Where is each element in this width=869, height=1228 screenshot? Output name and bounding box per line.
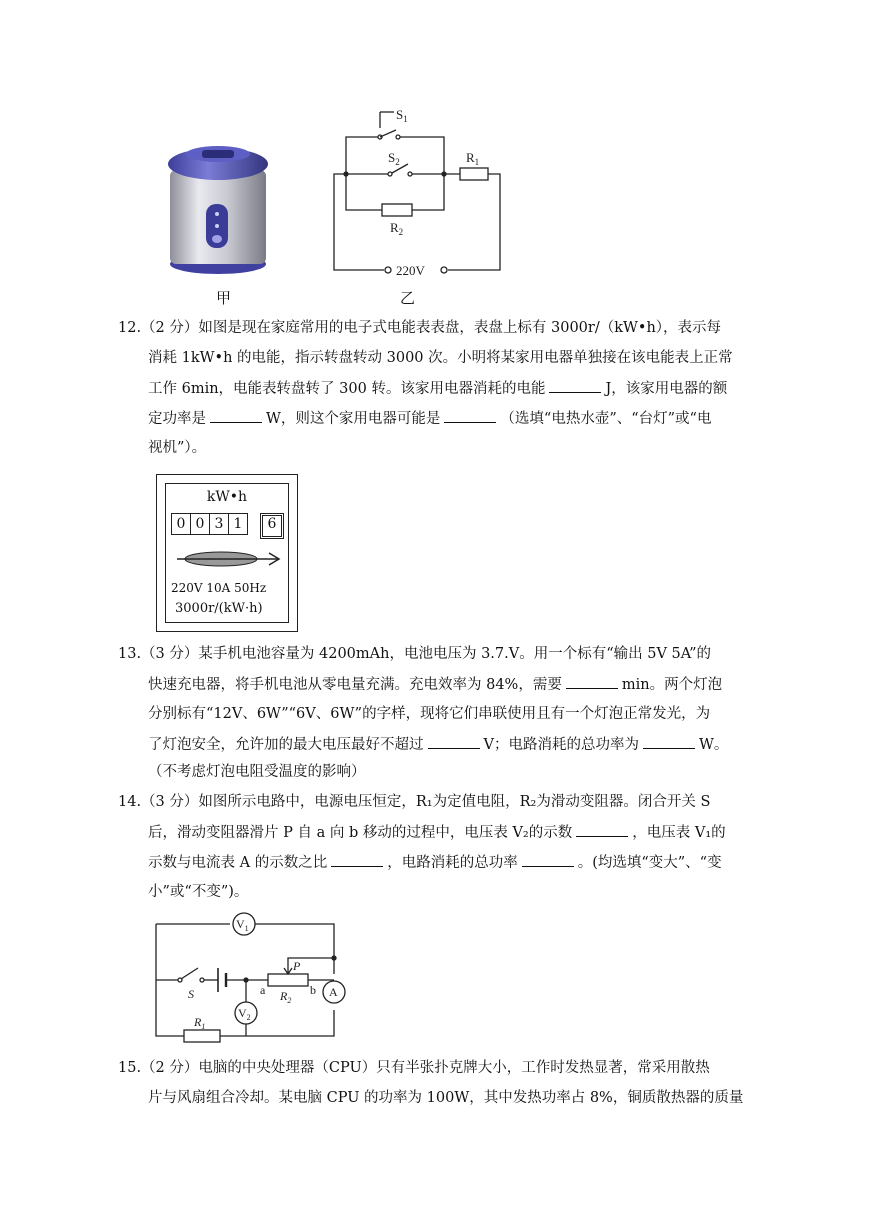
v1-label: $V_1$ (236, 917, 249, 933)
q15-line2: 片与风扇组合冷却。某电脑 CPU 的功率为 100W，其中发热功率占 8%，铜质散热器的质量 (148, 1090, 744, 1106)
q12-line1: 12.（2 分）如图是现在家庭常用的电子式电能表表盘，表盘上标有 3000r/（kW•h），表示每 (118, 320, 722, 336)
q14-line4: 小”或“不变”)。 (148, 884, 249, 900)
voltage-label: 220V (396, 263, 425, 278)
rice-cooker-image (158, 140, 278, 280)
switch-label: S (188, 987, 194, 1001)
q14-line2: 后，滑动变阻器滑片 P 自 a 向 b 移动的过程中，电压表 V₂的示数 ，电压表 V₁的 (148, 822, 726, 843)
q13-line5: （不考虑灯泡电阻受温度的影响） (148, 764, 366, 780)
r2-label: $R_2$ (390, 220, 404, 237)
q13-blank-time[interactable] (566, 674, 618, 689)
ammeter-label: A (329, 985, 338, 999)
s1-label: $S_1$ (396, 107, 408, 124)
energy-meter-figure (156, 474, 298, 632)
q12-blank-energy[interactable] (549, 378, 601, 393)
q14-circuit-svg (150, 912, 360, 1046)
q14-line3: 示数与电流表 A 的示数之比 ，电路消耗的总功率 。(均选填“变大”、“变 (148, 852, 722, 873)
meter-disc-arrow (175, 547, 283, 571)
q13-blank-voltage[interactable] (428, 734, 480, 749)
meter-digit: 3 (210, 513, 229, 535)
q13-line1: 13.（3 分）某手机电池容量为 4200mAh，电池电压为 3.7.V。用一个标有“输出 5V 5A”的 (118, 646, 712, 662)
q14-blank-ratio[interactable] (331, 852, 383, 867)
q12-line3: 工作 6min，电能表转盘转了 300 转。该家用电器消耗的电能 J，该家用电器的额 (148, 378, 727, 399)
meter-digit: 0 (171, 513, 191, 535)
end-b-label: b (310, 983, 316, 997)
q13-line4: 了灯泡安全，允许加的最大电压最好不超过 V；电路消耗的总功率为 W。 (148, 734, 728, 755)
q12-blank-power[interactable] (210, 408, 262, 423)
end-a-label: a (260, 983, 266, 997)
v2-label: $V_2$ (238, 1006, 251, 1022)
r1-label: $R_1$ (466, 150, 480, 167)
q12-line2: 消耗 1kW•h 的电能，指示转盘转动 3000 次。小明将某家用电器单独接在该电能表上正常 (148, 350, 733, 366)
q13-line3: 分别标有“12V、6W”“6V、6W”的字样，现将它们串联使用且有一个灯泡正常发光，为 (148, 706, 711, 722)
q12-line5: 视机”）。 (148, 440, 207, 456)
s2-label: $S_2$ (388, 150, 400, 167)
meter-digit-decimal: 6 (260, 513, 284, 539)
q13-line2: 快速充电器，将手机电池从零电量充满。充电效率为 84%，需要 min。两个灯泡 (148, 674, 722, 695)
figure-label-jia: 甲 (216, 289, 232, 307)
q12-line4: 定功率是 W，则这个家用电器可能是 （选填“电热水壶”、“台灯”或“电 (148, 408, 711, 429)
heating-circuit-svg (326, 104, 510, 284)
q14-blank-total-power[interactable] (522, 852, 574, 867)
figure-label-yi: 乙 (400, 289, 416, 307)
meter-digit: 1 (229, 513, 248, 535)
r2-label: $R_2$ (280, 989, 292, 1005)
q12-blank-appliance[interactable] (444, 408, 496, 423)
slider-label: P (293, 959, 301, 973)
circuit-diagram-yi (326, 104, 510, 284)
meter-spec: 220V 10A 50Hz (171, 581, 267, 595)
q14-line1: 14.（3 分）如图所示电路中，电源电压恒定，R₁为定值电阻，R₂为滑动变阻器。闭合开关 S (118, 794, 711, 810)
q15-line1: 15.（2 分）电脑的中央处理器（CPU）只有半张扑克牌大小，工作时发热显著，常采用散热 (118, 1060, 710, 1076)
meter-constant: 3000r/(kW·h) (175, 601, 263, 616)
q14-blank-v2[interactable] (576, 822, 628, 837)
r1-label: $R_1$ (194, 1015, 206, 1031)
circuit-diagram-q14 (150, 912, 360, 1046)
meter-digit: 0 (191, 513, 210, 535)
meter-digits (171, 513, 284, 539)
meter-unit: kW•h (206, 489, 248, 505)
q13-blank-power[interactable] (643, 734, 695, 749)
rice-cooker-figure (158, 140, 278, 280)
